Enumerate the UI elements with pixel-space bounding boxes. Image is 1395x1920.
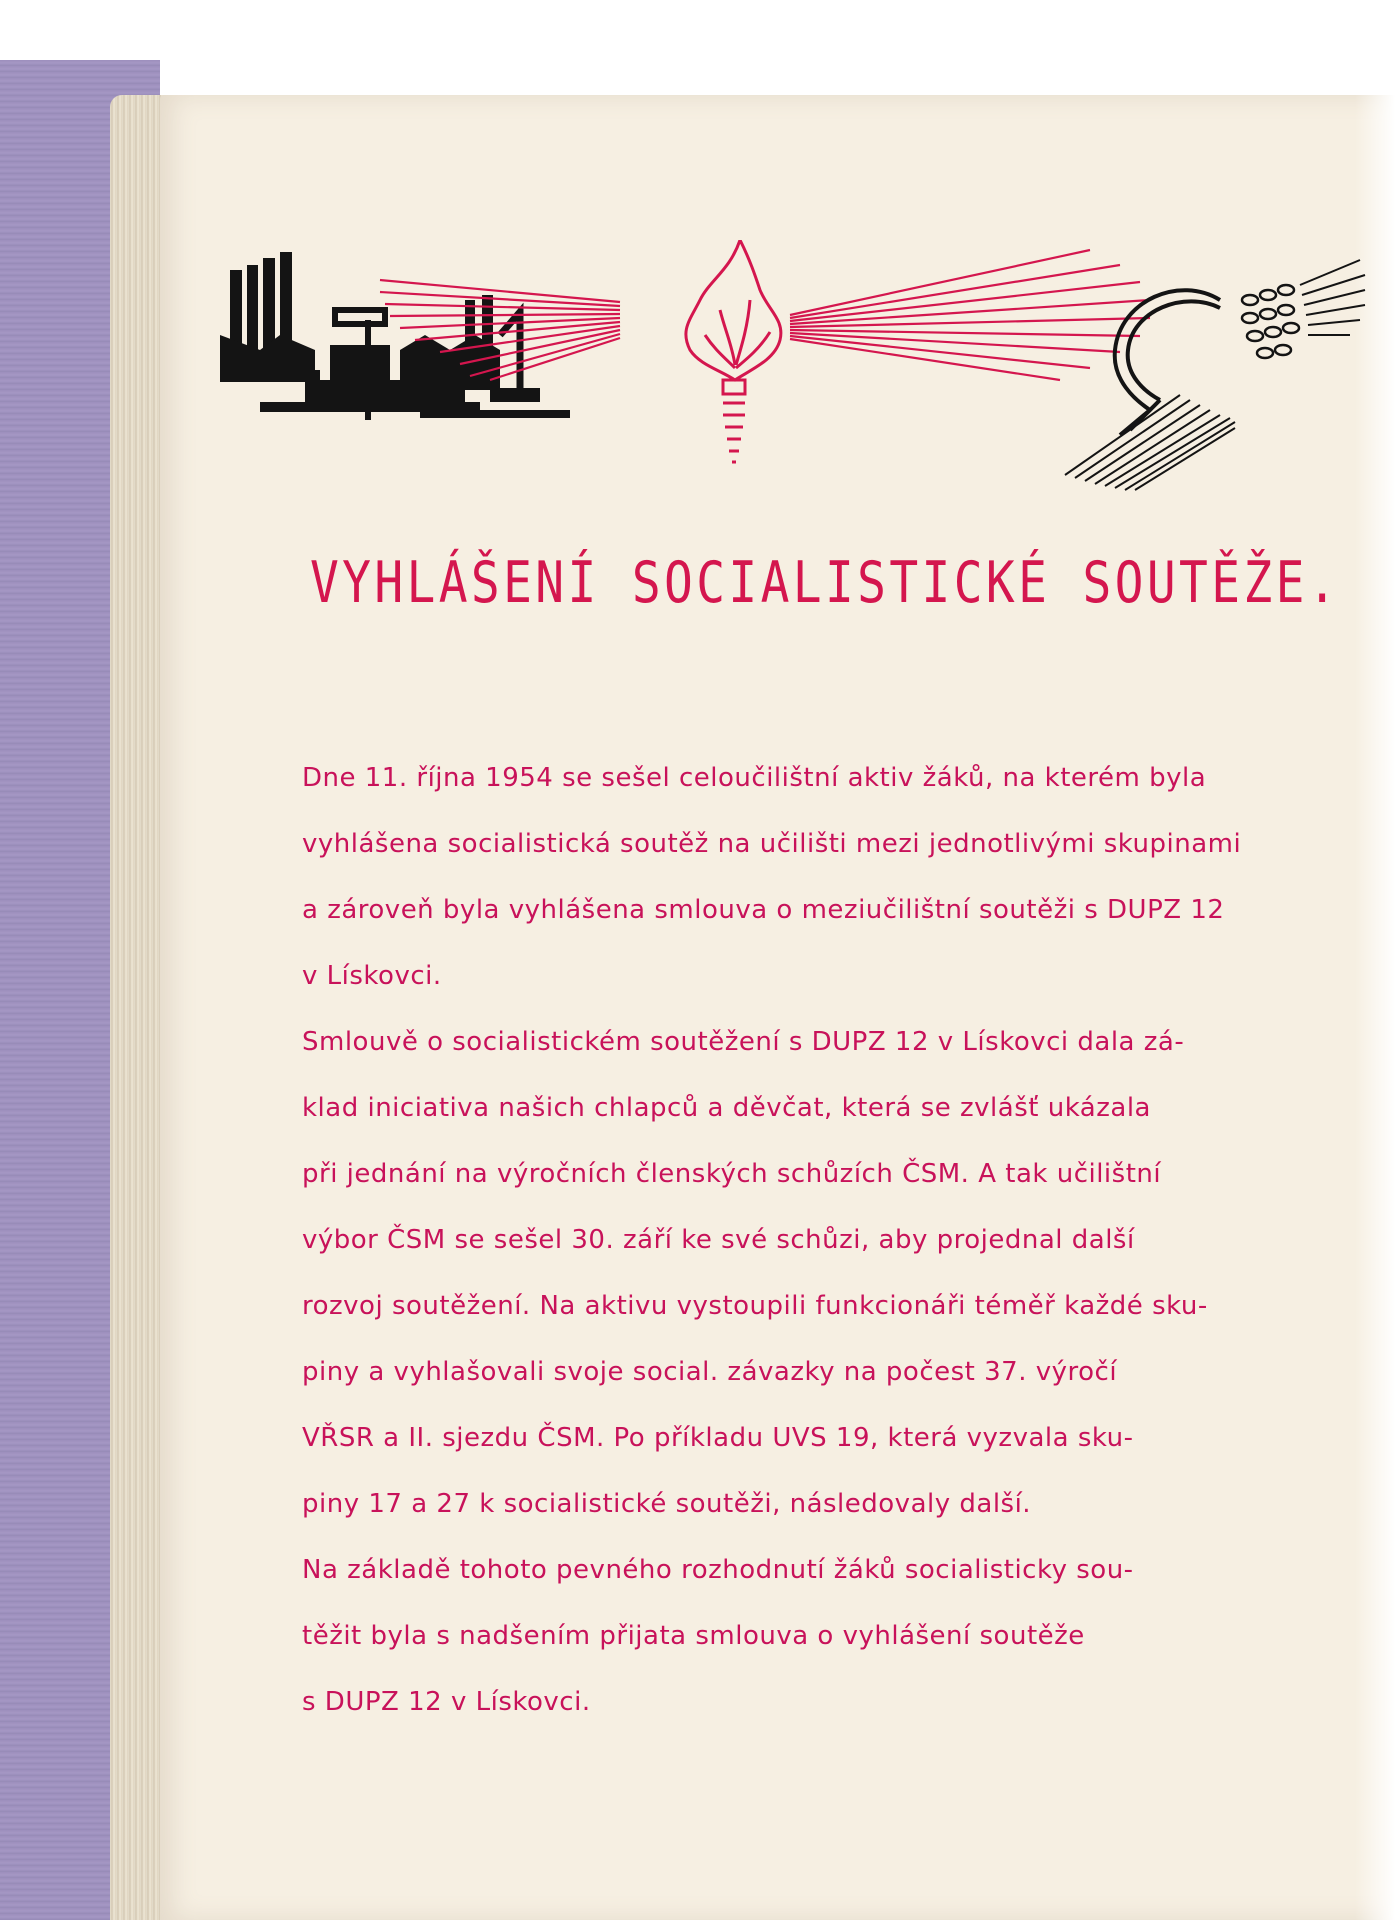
document-title: VYHLÁŠENÍ SOCIALISTICKÉ SOUTĚŽE. [310,550,1340,616]
body-line: piny a vyhlašovali svoje social. závazky na počest 37. výročí [302,1357,1118,1387]
body-line: vyhlášena socialistická soutěž na učilišti mezi jednotlivými skupinami [302,829,1242,859]
body-line: piny 17 a 27 k socialistické soutěži, následovaly další. [302,1489,1032,1519]
body-line: klad iniciativa našich chlapců a děvčat, která se zvlášť ukázala [302,1093,1151,1123]
body-line: těžit byla s nadšením přijata smlouva o vyhlášení soutěže [302,1621,1085,1651]
body-line: Dne 11. října 1954 se sešel celoučilištní aktiv žáků, na kterém byla [302,763,1207,793]
rays-right-icon [790,250,1150,380]
body-line: v Lískovci. [302,961,442,991]
torch-flame-icon [686,240,781,462]
factory-illustration-icon [220,252,570,420]
body-line: Na základě tohoto pevného rozhodnutí žáků socialisticky sou- [302,1555,1134,1585]
body-line: VŘSR a II. sjezdu ČSM. Po příkladu UVS 19, která vyzvala sku- [302,1423,1134,1453]
header-illustration [220,240,1370,505]
body-line: rozvoj soutěžení. Na aktivu vystoupili funkcionáři téměř každé sku- [302,1291,1208,1321]
document-body [302,745,1302,1735]
body-line: výbor ČSM se sešel 30. září ke své schůzi, aby projednal další [302,1225,1135,1255]
body-line: a zároveň byla vyhlášena smlouva o meziučilištní soutěži s DUPZ 12 [302,895,1225,925]
body-line: Smlouvě o socialistickém soutěžení s DUPZ 12 v Lískovci dala zá- [302,1027,1185,1057]
sickle-and-wheat-icon [1065,260,1365,490]
body-line: při jednání na výročních členských schůzích ČSM. A tak učilištní [302,1159,1162,1189]
body-line: s DUPZ 12 v Lískovci. [302,1687,591,1717]
